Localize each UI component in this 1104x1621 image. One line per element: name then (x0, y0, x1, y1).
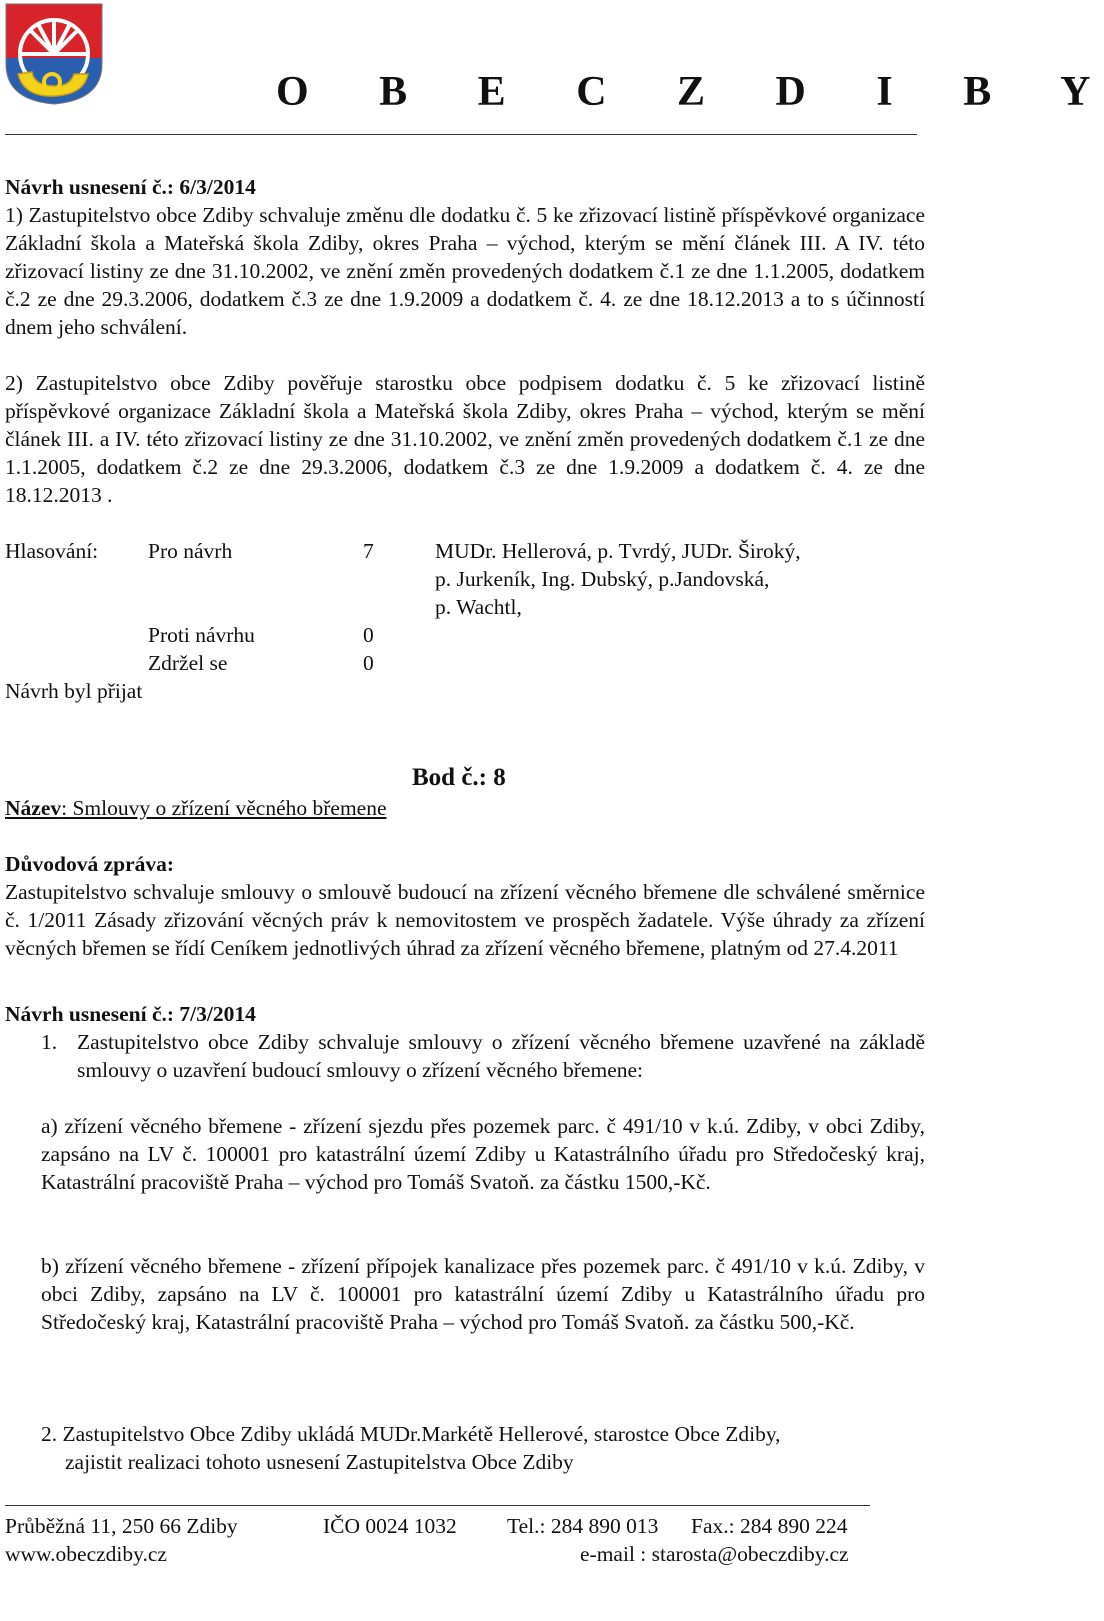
motion-heading: Návrh usnesení č.: 6/3/2014 (5, 175, 256, 199)
vote-against-count: 0 (363, 623, 374, 647)
footer-fax: Fax.: 284 890 224 (691, 1514, 848, 1538)
coat-of-arms-logo (4, 2, 104, 106)
footer-address: Průběžná 11, 250 66 Zdiby (5, 1514, 238, 1538)
vote-abstain-label: Zdržel se (148, 651, 228, 675)
point-1-text: Zastupitelstvo obce Zdiby schvaluje smlouvy o zřízení věcného břemene uzavřené na základě smlouvy o uzavření budoucí smlouvy o zřízení věcného břemene: (77, 1030, 925, 1082)
vote-for-names-line: p. Wachtl, (435, 595, 522, 619)
footer-phone: Tel.: 284 890 013 (507, 1514, 659, 1538)
vote-against-label: Proti návrhu (148, 623, 255, 647)
motion-paragraph-2: 2) Zastupitelstvo obce Zdiby pověřuje starostku obce podpisem dodatku č. 5 ke zřizovací listině příspěvkové organizace Základní škola a Mateřská škola Zdiby, okres Praha – východ, kterým se mění článek III. a IV. této zřizovací listiny ze dne 31.10.2002, ve znění změn provedených dodatkem č.1 ze dne 1.1.2005, dodatkem č.2 ze dne 29.3.2006, dodatkem č.3 ze dne 1.9.2009 a dodatkem č. 4. ze dne 18.12.2013 . (5, 371, 925, 507)
footer-email-link[interactable]: e-mail : starosta@obeczdiby.cz (580, 1542, 849, 1566)
agenda-item-name-value: : Smlouvy o zřízení věcného břemene (61, 796, 387, 820)
agenda-item-name (5, 794, 387, 822)
motion-paragraph-1: 1) Zastupitelstvo obce Zdiby schvaluje změnu dle dodatku č. 5 ke zřizovací listině příspěvkové organizace Základní škola a Mateřská škola Zdiby, okres Praha – východ, kterým se mění článek III. A IV. této zřizovací listiny ze dne 31.10.2002, ve znění změn provedených dodatkem č.1 ze dne 1.1.2005, dodatkem č.2 ze dne 29.3.2006, dodatkem č.3 ze dne 1.9.2009 a dodatkem č. 4. ze dne 18.12.2013 a to s účinností dnem jeho schválení. (5, 203, 925, 339)
vote-for-count: 7 (363, 539, 374, 563)
agenda-item-name-label: Název (5, 796, 62, 820)
vote-for-names-line: p. Jurkeník, Ing. Dubský, p.Jandovská, (435, 567, 770, 591)
clause-a: a) zřízení věcného břemene - zřízení sjezdu přes pozemek parc. č 491/10 v k.ú. Zdiby, v obci Zdiby, zapsáno na LV č. 100001 pro katastrální území Zdiby u Katastrálního úřadu pro Středočeský kraj, Katastrální pracoviště Praha – východ pro Tomáš Svatoň. za částku 1500,-Kč. (41, 1114, 925, 1194)
municipality-title: O B E C Z D I B Y (276, 69, 1104, 115)
vote-for-names-line: MUDr. Hellerová, p. Tvrdý, JUDr. Široký, (435, 539, 801, 563)
vote-abstain-count: 0 (363, 651, 374, 675)
vote-result: Návrh byl přijat (5, 679, 143, 703)
vote-label: Hlasování: (5, 539, 99, 563)
motion-heading: Návrh usnesení č.: 7/3/2014 (5, 1002, 256, 1026)
report-heading: Důvodová zpráva: (5, 852, 175, 876)
report-text: Zastupitelstvo schvaluje smlouvy o smlouvě budoucí na zřízení věcného břemene dle schválené směrnice č. 1/2011 Zásady zřizování věcných práv k nemovitostem ve prospěch žadatele. Výše úhrady za zřízení věcných břemen se řídí Ceníkem jednotlivých úhrad za zřízení věcného břemene, platným od 27.4.2011 (5, 880, 925, 960)
clause-b: b) zřízení věcného břemene - zřízení přípojek kanalizace přes pozemek parc. č 491/10 v k.ú. Zdiby, v obci Zdiby, zapsáno na LV č. 100001 pro katastrální území Zdiby u Katastrálního úřadu pro Středočeský kraj, Katastrální pracoviště Praha – východ pro Tomáš Svatoň. za částku 500,-Kč. (41, 1254, 925, 1334)
point-2-line: zajistit realizaci tohoto usnesení Zastupitelstva Obce Zdiby (65, 1450, 574, 1474)
header-divider (5, 134, 917, 135)
footer-divider (5, 1505, 870, 1506)
vote-for-label: Pro návrh (148, 539, 233, 563)
point-2-line: 2. Zastupitelstvo Obce Zdiby ukládá MUDr.Markétě Hellerové, starostce Obce Zdiby, (41, 1422, 781, 1446)
agenda-item-number: Bod č.: 8 (412, 764, 506, 791)
footer-website-link[interactable]: www.obeczdiby.cz (5, 1542, 167, 1566)
point-1-number: 1. (41, 1030, 58, 1054)
footer-ico: IČO 0024 1032 (323, 1514, 457, 1538)
